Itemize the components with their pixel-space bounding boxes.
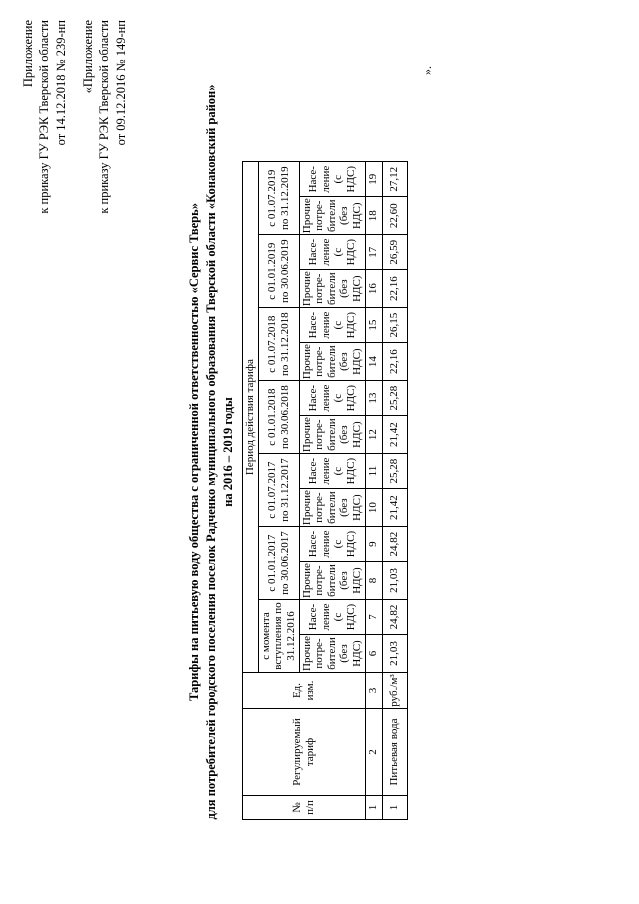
sub-other-consumers: Прочие потре-бители (без НДС) (299, 416, 365, 454)
original-appendix-label: «Приложение (81, 20, 95, 94)
original-appendix-header (80, 20, 129, 214)
sub-population: Насе-ление (с НДС) (299, 527, 365, 562)
tariff-name: Питьевая вода (382, 709, 407, 796)
appendix-header (20, 20, 69, 214)
appendix-order-date: от 14.12.2018 № 239-нп (53, 20, 68, 146)
column-number: 12 (365, 416, 382, 454)
column-number: 9 (365, 527, 382, 562)
sub-other-consumers: Прочие потре-бители (без НДС) (299, 270, 365, 308)
column-number: 6 (365, 635, 382, 673)
sub-population: Насе-ление (с НДС) (299, 308, 365, 343)
col-num-header: № п/п (243, 796, 366, 820)
title-line-1: Тарифы на питьевую воду общества с ограниченной ответственностью «Сервис Тверь» (187, 203, 201, 701)
tariff-value: 22,60 (382, 197, 407, 235)
tariff-value: 21,03 (382, 562, 407, 600)
tariff-value: 25,28 (382, 454, 407, 489)
column-number: 18 (365, 197, 382, 235)
tariff-value: 25,28 (382, 381, 407, 416)
tariff-value: 21,42 (382, 416, 407, 454)
sub-other-consumers: Прочие потре-бители (без НДС) (299, 562, 365, 600)
column-number: 14 (365, 343, 382, 381)
column-number: 3 (365, 673, 382, 709)
tariff-value: 21,42 (382, 489, 407, 527)
sub-other-consumers: Прочие потре-бители (без НДС) (299, 635, 365, 673)
column-number: 16 (365, 270, 382, 308)
period-header-cell: с 01.07.2017 по 31.12.2017 (258, 454, 299, 527)
period-header-cell: с 01.07.2019 по 31.12.2019 (258, 162, 299, 235)
sub-population: Насе-ление (с НДС) (299, 454, 365, 489)
header-row-1 (243, 162, 259, 820)
column-number: 10 (365, 489, 382, 527)
column-number: 13 (365, 381, 382, 416)
column-number: 2 (365, 709, 382, 796)
column-number-row (365, 162, 382, 820)
tariff-value: 24,82 (382, 600, 407, 635)
document-title (186, 0, 237, 904)
tariff-value: 21,03 (382, 635, 407, 673)
title-line-2: для потребителей городского поселения поселок Радченко муниципального образования Тверской области «Конаковский район» (203, 84, 218, 820)
original-appendix-order-date: от 09.12.2016 № 149-нп (113, 20, 128, 146)
sub-population: Насе-ление (с НДС) (299, 600, 365, 635)
col-unit-header: Ед. изм. (243, 673, 366, 709)
sub-population: Насе-ление (с НДС) (299, 235, 365, 270)
column-number: 1 (365, 796, 382, 820)
original-appendix-order-ref: к приказу ГУ РЭК Тверской области (97, 20, 112, 214)
appendix-order-ref: к приказу ГУ РЭК Тверской области (37, 20, 52, 214)
sub-other-consumers: Прочие потре-бители (без НДС) (299, 343, 365, 381)
tariff-table (242, 161, 408, 820)
sub-other-consumers: Прочие потре-бители (без НДС) (299, 489, 365, 527)
period-header-cell: с 01.01.2019 по 30.06.2019 (258, 235, 299, 308)
col-tariff-header: Регулируемый тариф (243, 709, 366, 796)
sub-other-consumers: Прочие потре-бители (без НДС) (299, 197, 365, 235)
column-number: 7 (365, 600, 382, 635)
column-number: 15 (365, 308, 382, 343)
closing-quote: ». (420, 66, 434, 75)
sub-population: Насе-ление (с НДС) (299, 162, 365, 197)
period-header-cell: с момента вступления по 31.12.2016 (258, 600, 299, 673)
title-line-3: на 2016 – 2019 годы (220, 397, 235, 507)
unit-cell: руб./м³ (382, 673, 407, 709)
tariff-value: 27,12 (382, 162, 407, 197)
column-number: 11 (365, 454, 382, 489)
period-header: Период действия тарифа (243, 162, 259, 673)
tariff-value: 22,16 (382, 343, 407, 381)
column-number: 19 (365, 162, 382, 197)
tariff-value: 24,82 (382, 527, 407, 562)
row-number: 1 (382, 796, 407, 820)
period-header-cell: с 01.07.2018 по 31.12.2018 (258, 308, 299, 381)
tariff-value: 26,59 (382, 235, 407, 270)
column-number: 8 (365, 562, 382, 600)
appendix-label: Приложение (21, 20, 35, 88)
period-header-cell: с 01.01.2018 по 30.06.2018 (258, 381, 299, 454)
table-row (382, 162, 407, 820)
sub-population: Насе-ление (с НДС) (299, 381, 365, 416)
tariff-value: 26,15 (382, 308, 407, 343)
tariff-value: 22,16 (382, 270, 407, 308)
column-number: 17 (365, 235, 382, 270)
period-header-cell: с 01.01.2017 по 30.06.2017 (258, 527, 299, 600)
